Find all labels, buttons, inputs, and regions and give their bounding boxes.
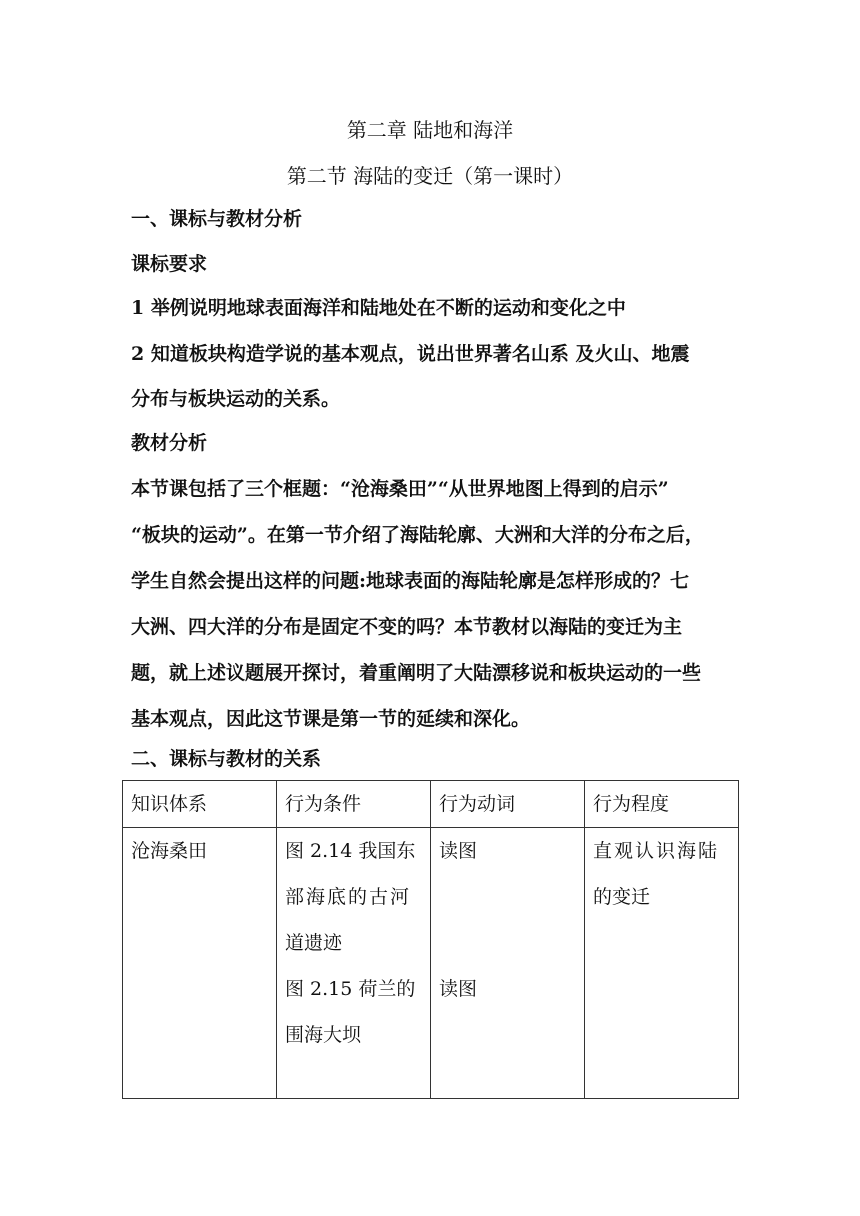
section-title: 第二节 海陆的变迁（第一课时） [286, 164, 574, 188]
subheading-requirements: 课标要求 [131, 253, 208, 275]
cell-degree [585, 828, 739, 1099]
chapter-title: 第二章 陆地和海洋 [346, 118, 514, 142]
knowledge-text: 沧海桑田 [131, 840, 208, 862]
heading-analysis: 一、课标与教材分析 [131, 208, 303, 230]
degree-line: 直观认识海陆 [593, 840, 720, 862]
requirement-1: 1 举例说明地球表面海洋和陆地处在不断的运动和变化之中 [131, 297, 626, 319]
condition-line: 道遗迹 [285, 932, 343, 954]
degree-line: 的变迁 [593, 886, 651, 908]
table-row [123, 828, 739, 1099]
header-degree: 行为程度 [585, 781, 739, 828]
analysis-line: 学生自然会提出这样的问题:地球表面的海陆轮廓是怎样形成的？七 [131, 570, 690, 592]
verb-spacer [439, 920, 576, 966]
condition-line: 图 2.14 我国东 [285, 840, 416, 862]
requirement-2-line-1: 2 知道板块构造学说的基本观点，说出世界著名山系 及火山、地震 [131, 343, 690, 365]
cell-condition [277, 828, 431, 1099]
condition-line: 部海底的古河 [285, 886, 412, 908]
analysis-line: 本节课包括了三个框题：“沧海桑田”“从世界地图上得到的启示” [131, 478, 669, 500]
analysis-paragraph [131, 466, 739, 742]
analysis-line: 大洲、四大洋的分布是固定不变的吗？本节教材以海陆的变迁为主 [131, 616, 683, 638]
cell-knowledge [123, 828, 277, 1099]
header-verb: 行为动词 [431, 781, 585, 828]
analysis-line: “板块的运动”。在第一节介绍了海陆轮廓、大洲和大洋的分布之后， [131, 524, 704, 546]
verb-spacer [439, 874, 576, 920]
condition-line: 图 2.15 荷兰的 [285, 978, 416, 1000]
analysis-line: 基本观点，因此这节课是第一节的延续和深化。 [131, 708, 531, 730]
relationship-table [122, 780, 739, 1099]
header-condition: 行为条件 [277, 781, 431, 828]
requirement-2-line-2: 分布与板块运动的关系。 [131, 388, 341, 410]
header-knowledge: 知识体系 [123, 781, 277, 828]
condition-line: 围海大坝 [285, 1024, 362, 1046]
subheading-material-analysis: 教材分析 [131, 432, 208, 454]
verb-text: 读图 [439, 978, 478, 1000]
cell-verb [431, 828, 585, 1099]
analysis-line: 题，就上述议题展开探讨，着重阐明了大陆漂移说和板块运动的一些 [131, 662, 702, 684]
verb-text: 读图 [439, 840, 478, 862]
heading-relationship: 二、课标与教材的关系 [131, 748, 322, 770]
table-header-row [123, 781, 739, 828]
